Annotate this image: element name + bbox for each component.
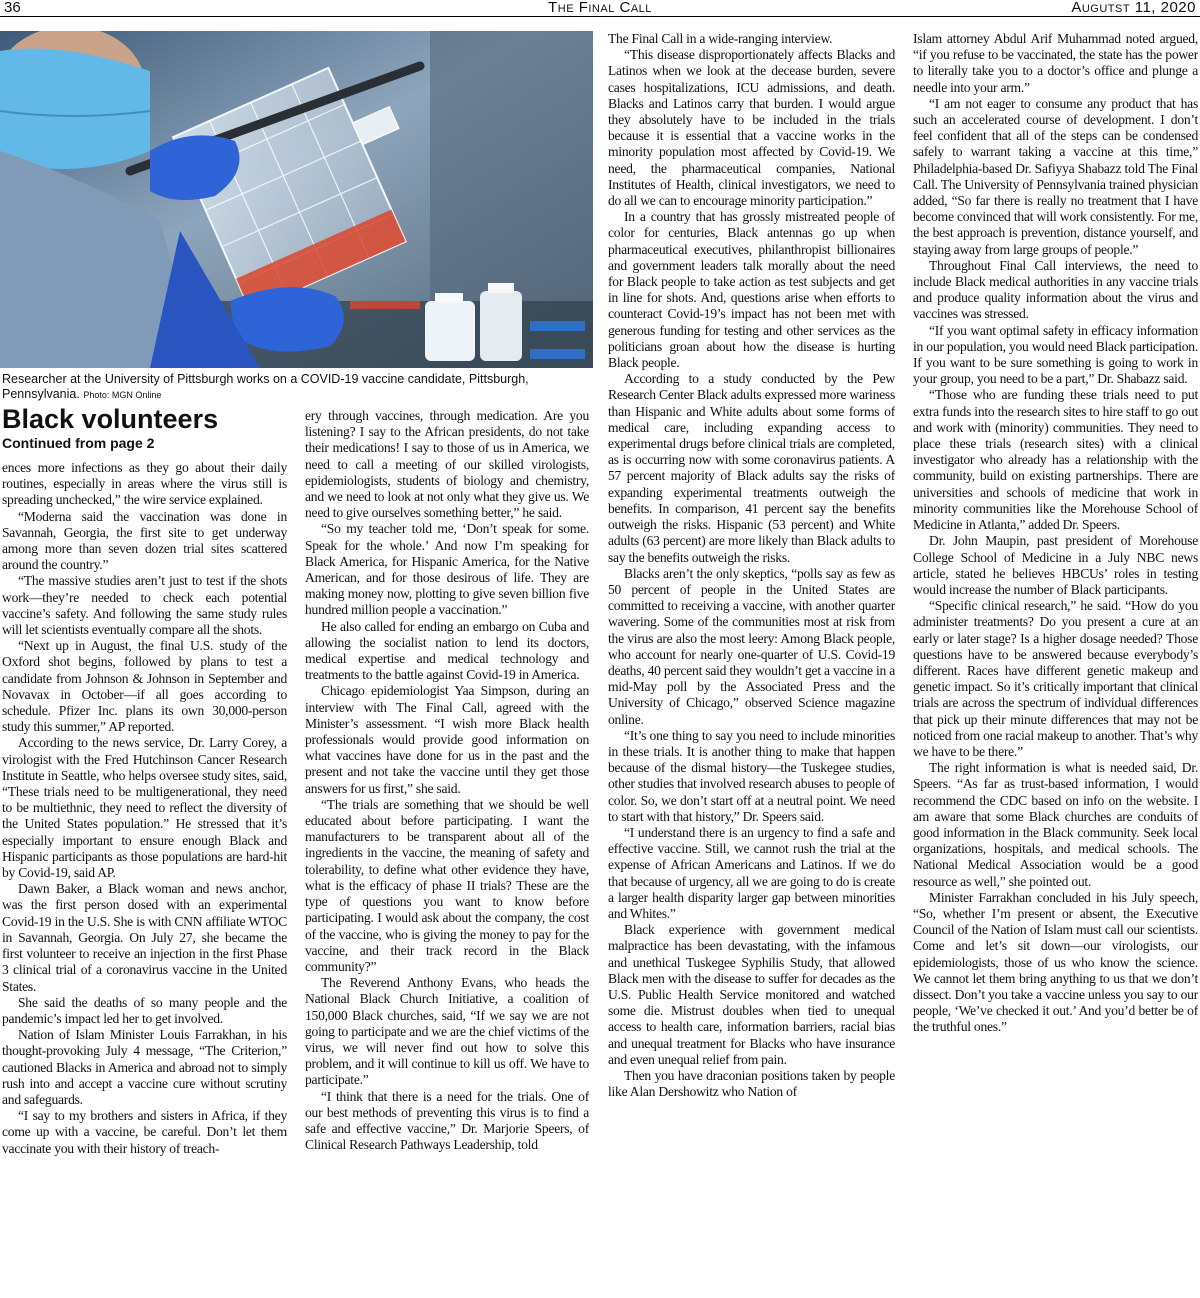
paragraph: Blacks aren’t the only skeptics, “polls say as few as 50 percent of people in the United States are committed to receiving a vaccine, with another quarter wavering. Some of the communities most at risk from the virus are also the most leery: Among Black people, who account for nearly one-quarter of U.S. Covid-19 deaths, 40 percent said they wouldn’t get a vaccine in a mid-May poll by the Associated Press and the University of Chicago,” observed Science magazine online. [608, 565, 895, 727]
paragraph: Then you have draconian positions taken by people like Alan Dershowitz who Nation of [608, 1068, 895, 1100]
paragraph: He also called for ending an embargo on Cuba and allowing the socialist nation to lend its doctors, medical expertise and medical technology and treatments to the battle against Covid-19 in America. [305, 618, 589, 683]
paragraph: Minister Farrakhan concluded in his July speech, “So, whether I’m present or absent, the Executive Council of the Nation of Islam must call our scientists. Come and let’s sit down—our virologists, our epidemiologists, those of us who know the science. We cannot let them bring anything to us that we don’t dissect. Don’t you take a vaccine unless you say to our people, ‘We’ve checked it out.’ And you’d better be of the truthful ones.” [913, 889, 1198, 1035]
article-photo [0, 31, 593, 368]
paragraph: She said the deaths of so many people and the pandemic’s impact led her to get involved. [2, 994, 287, 1026]
article-column-1 [2, 460, 287, 1296]
page-header [0, 0, 1200, 17]
paragraph: The Final Call in a wide-ranging interview. [608, 31, 833, 46]
paragraph: “I understand there is an urgency to find a safe and effective vaccine. Still, we cannot rush the trial at the expense of African Americans and Latinos. If we do that because of urgency, all we are going to do is create a larger health disparity larger gap between minorities and Whites.” [608, 824, 895, 921]
paragraph: In a country that has grossly mistreated people of color for centuries, Black antennas go up when pharmaceutical executives, philanthropist billionaires and government leaders talk morally about the need for Black people to take action as test subjects and get in line for shots. And, questions arise when efforts to counteract Covid-19’s impact has not been met with generous funding for testing and other services as the politicians groan about how the disease is hurting Black people. [608, 209, 895, 371]
paragraph: “I think that there is a need for the trials. One of our best methods of preventing this virus is to find a safe and effective vaccine,” Dr. Marjorie Speers, of Clinical Research Pathways Leadership, told [305, 1088, 589, 1153]
paragraph: “The massive studies aren’t just to test if the shots work—they’re needed to check each potential vaccine’s safety. And following the same study rules will let scientists eventually compare all the shots. [2, 573, 287, 638]
paragraph: Nation of Islam Minister Louis Farrakhan, in his thought-provoking July 4 message, “The Criterion,” cautioned Blacks in America and abroad not to simply rush into and accept a vaccine cure without scrutiny and safeguards. [2, 1027, 287, 1107]
paragraph: “I say to my brothers and sisters in Africa, if they come up with a vaccine, be careful. Don’t let them vaccinate you with their history of treach- [2, 1108, 287, 1156]
paragraph: “Those who are funding these trials need to put extra funds into the research sites to hire staff to go out and work with (minority) communities. They need to place these trials (research sites) with a clinical investigator who already has a relationship with the community, build on existing partnerships. There are universities and schools of medicine that work in minority communities like the Morehouse School of Medicine in Atlanta,” added Dr. Speers. [913, 387, 1198, 533]
headline: Black volunteers [2, 404, 219, 434]
paragraph: According to a study conducted by the Pew Research Center Black adults expressed more wariness than Hispanic and White adults about some forms of medical care, including expanding access to experimental drugs before clinical trials are completed, as is occurring now with some coronavirus patients. A 57 percent majority of Black adults say the risks of expanding experimental treatments outweigh the benefits. In comparison, 41 percent say the benefits outweigh the risks. Hispanic (53 percent) and White adults (63 percent) are more likely than Black adults to say the benefits outweigh the risks. [608, 371, 895, 565]
paragraph: “Specific clinical research,” he said. “How do you administer treatments? Do you present a cure at an early or later stage? Is a higher dosage needed? Those questions have to be answered because everybody’s different. Races have different genetic makeup and genetic impact. So it’s critically important that clinical trials are across the spectrum of individual differences that pick up their minute differences that may not be noticed from one racial makeup to another. That’s why we have to be there.” [913, 598, 1198, 759]
paragraph: “This disease disproportionately affects Blacks and Latinos when we look at the decease burden, severe cases hospitalizations, ICU admissions, and death. Blacks and Latinos carry that burden. I would argue they absolutely have to be included in the trials because it is essential that a vaccine works in the minority population most affected by Covid-19. We need, the pharmaceutical companies, National Institutes of Health, clinical investigators, we need to do all we can to encourage minority participation.” [608, 47, 895, 209]
lab-researcher-illustration [0, 31, 593, 368]
paragraph: The right information is what is needed said, Dr. Speers. “As far as trust-based information, I would recommend the CDC based on info on the website. I am aware that some Black churches are conduits of good information in the Black community. Seek local organizations, hospitals, and medical schools. The National Medical Association would be a good resource as well,” she pointed out. [913, 760, 1198, 889]
publication-name: The Final Call [548, 0, 652, 16]
article-column-3 [608, 31, 895, 1296]
paragraph: “Next up in August, the final U.S. study of the Oxford shot begins, followed by plans to test a candidate from Johnson & Johnson in September and Novavax in October—if all goes according to schedule. Pfizer Inc. plans its own 30,000-person study this summer,” AP reported. [2, 638, 287, 735]
paragraph: Throughout Final Call interviews, the need to include Black medical authorities in any vaccine trials and produce quality information about the virus and vaccines was stressed. [913, 257, 1198, 322]
article-column-4 [913, 31, 1198, 1296]
paragraph: Dawn Baker, a Black woman and news anchor, was the first person dosed with an experimental Covid-19 in the U.S. She is with CNN affiliate WTOC in Savannah, Georgia. On July 27, she became the first volunteer to receive an injection in the first Phase 3 clinical trial of a coronavirus vaccine in the United States. [2, 881, 287, 994]
issue-date: Augutst 11, 2020 [1071, 0, 1196, 16]
paragraph: Islam attorney Abdul Arif Muhammad noted argued, “if you refuse to be vaccinated, the state has the power to literally take you to a doctor’s office and plunge a needle into your arm.” [913, 31, 1198, 95]
paragraph: “It’s one thing to say you need to include minorities in these trials. It is another thing to make that happen because of the dismal history—the Tuskegee studies, other studies that involved research abuses to people of color. So, we don’t start off at a neutral point. We need to start with that history,” Dr. Speers said. [608, 727, 895, 824]
paragraph: According to the news service, Dr. Larry Corey, a virologist with the Fred Hutchinson Cancer Research Institute in Seattle, who helps oversee study sites, said, “These trials need to be multigenerational, they need to be multiethnic, they need to reflect the diversity of the United States population.” He stressed that it’s especially important to ensure enough Black and Hispanic participants as those populations are hard-hit by Covid-19, said AP. [2, 735, 287, 881]
paragraph: The Reverend Anthony Evans, who heads the National Black Church Initiative, a coalition of 150,000 Black churches, said, “If we say we are not going to participate and we are the chief victims of the virus, we will never find out how to solve this problem, and it will continue to kill us off. We have to participate.” [305, 975, 589, 1088]
paragraph: Black experience with government medical malpractice has been devastating, with the infamous and unethical Tuskegee Syphilis Study, that allowed Black men with the disease to suffer for decades as the U.S. Public Health Service monitored and watched some die. Mistrust doubles when tied to unequal access to health care, information barriers, racial bias and unequal treatment for Blacks who have insurance and even unequal relief from pain. [608, 922, 895, 1067]
paragraph: “Moderna said the vaccination was done in Savannah, Georgia, the first site to get underway among more than seven dozen trial sites scattered around the country.” [2, 508, 287, 573]
paragraph: ences more infections as they go about their daily routines, especially in areas where the virus still is spreading unchecked,” the wire service explained. [2, 460, 287, 508]
paragraph: Dr. John Maupin, past president of Morehouse College School of Medicine in a July NBC news article, stated he believes HBCUs’ roles in testing would increase the number of Black participants. [913, 533, 1198, 597]
photo-credit: Photo: MGN Online [83, 390, 162, 400]
paragraph: “So my teacher told me, ‘Don’t speak for some. Speak for the whole.’ And now I’m speaking for Black America, for Hispanic America, for the Native American, and for those desirous of life. They are making money now, plotting to give seven billion five hundred million people a vaccination.” [305, 521, 589, 618]
continued-from: Continued from page 2 [2, 435, 155, 451]
paragraph: “I am not eager to consume any product that has such an accelerated course of development. I don’t feel confident that all of the steps can be condensed safely to warrant taking a vaccine at this time,” Philadelphia-based Dr. Safiyya Shabazz told The Final Call. The University of Pennsylvania trained physician added, “So far there is really no treatment that I have become convinced that will work consistently. For me, the best approach is prevention, distance yourself, and staying away from large groups of people.” [913, 95, 1198, 257]
paragraph: Chicago epidemiologist Yaa Simpson, during an interview with The Final Call, agreed with the Minister’s assessment. “I wish more Black health professionals would provide good information on what vaccines have done for us in the past and the present and not take the vaccine until they get those answers for us first,” she said. [305, 683, 589, 796]
page-number: 36 [4, 0, 21, 16]
photo-caption [2, 372, 594, 403]
article-column-2 [305, 408, 589, 1296]
paragraph: ery through vaccines, through medication. Are you listening? I say to the African presidents, do not take their medications! I say to those of us in America, we need to call a meeting of our skilled virologists, epidemiologists, students of biology and chemistry, and we need to look at not only what they give us. We need to give ourselves something better,” he said. [305, 408, 589, 521]
caption-text: Researcher at the University of Pittsburgh works on a COVID-19 vaccine candidate, Pittsburgh, Pennsylvania. [2, 372, 529, 401]
paragraph: “If you want optimal safety in efficacy information in our population, you would need Black participation. If you want to be sure something is going to work in your group, you need to be a part,” Dr. Shabazz said. [913, 322, 1198, 387]
paragraph: “The trials are something that we should be well educated about before participating. I want the manufacturers to be transparent about all of the ingredients in the vaccine, the meaning of safety and tolerability, to define what other evidence they have, what is the efficacy of phase II trials? These are the type of questions you want to know before participating. I would ask about the company, the cost of the vaccine, who is giving the money to pay for the vaccine, and their track record in the Black community?” [305, 796, 589, 974]
